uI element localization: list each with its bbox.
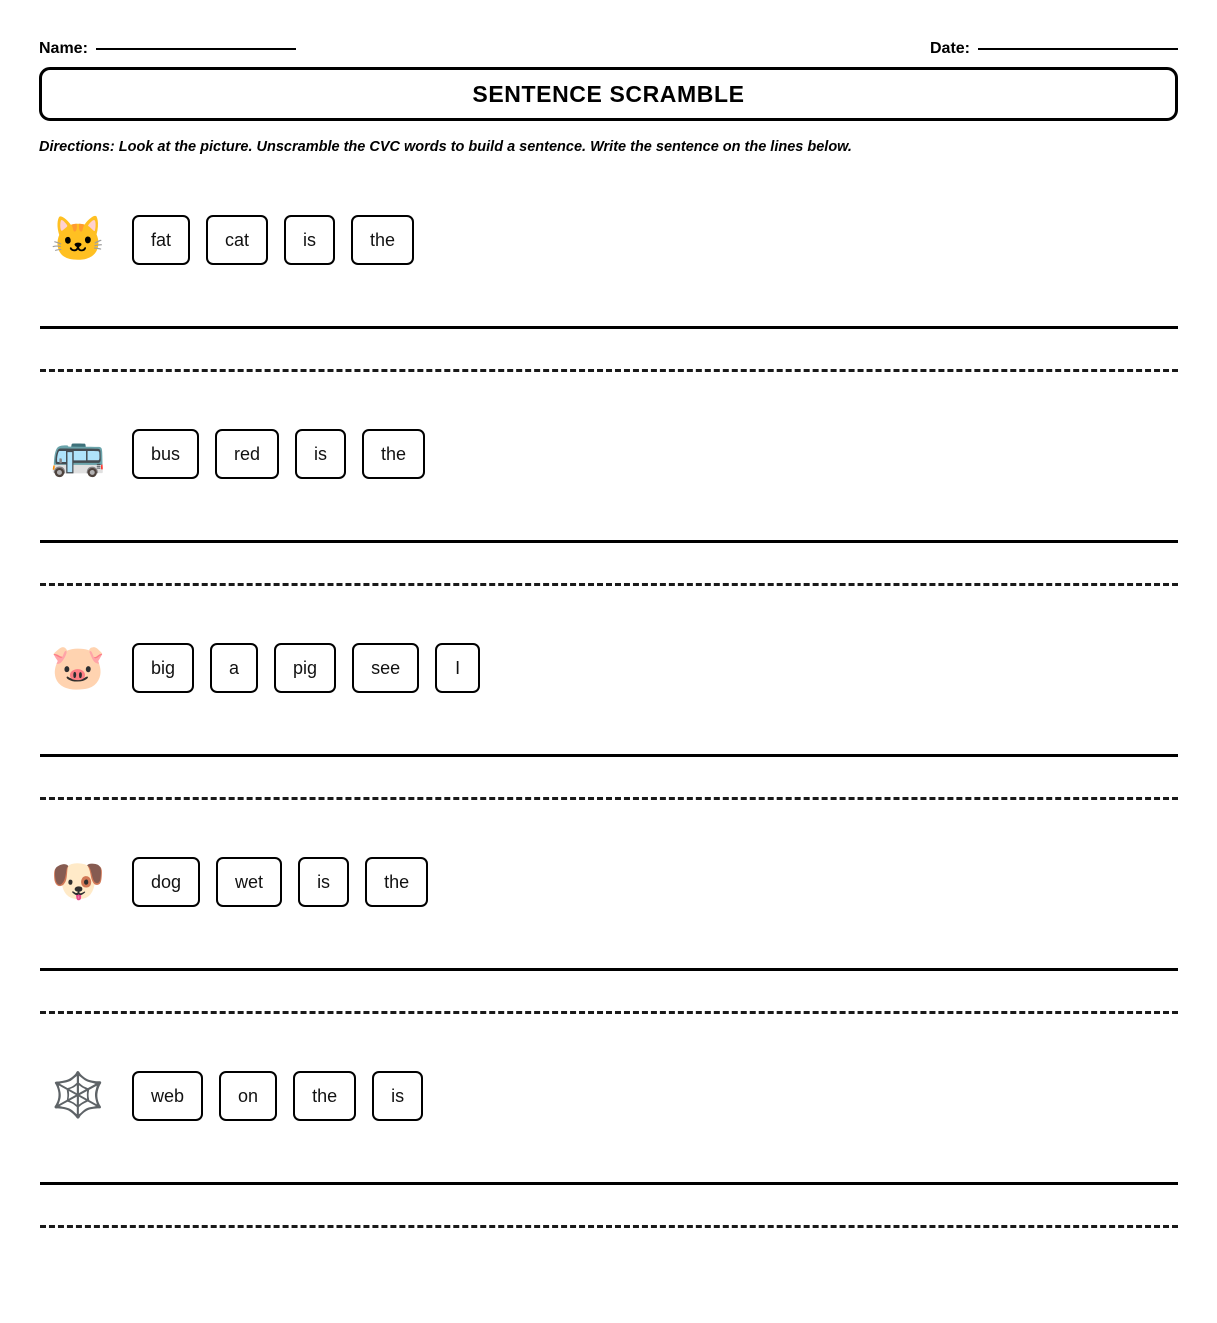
exercise-row-content [0,1038,1217,1154]
worksheet-title-box [39,67,1178,121]
exercise-row [0,610,1217,824]
dog-face-icon: 🐶 [50,857,106,907]
answer-write-line[interactable] [40,754,1178,757]
word-tile[interactable]: on [219,1071,277,1121]
exercise-row [0,824,1217,1038]
word-tile[interactable]: bus [132,429,199,479]
exercise-row-content [0,182,1217,298]
word-tile[interactable]: big [132,643,194,693]
answer-write-line[interactable] [40,968,1178,971]
date-label: Date: [929,40,970,57]
spider-web-icon: 🕸️ [50,1071,106,1121]
name-write-rule[interactable] [96,48,296,50]
word-tile[interactable]: is [295,429,346,479]
word-tile[interactable]: is [372,1071,423,1121]
student-info-row [0,0,1217,58]
row-separator-dashed [40,1225,1178,1228]
bus-icon: 🚌 [50,429,106,479]
date-field [930,40,1178,58]
exercise-row [0,182,1217,396]
row-separator-dashed [40,583,1178,586]
page-title: SENTENCE SCRAMBLE [472,80,745,107]
word-tile[interactable]: the [365,857,428,907]
word-tile-group [132,215,414,265]
answer-write-line[interactable] [40,540,1178,543]
exercise-row [0,1038,1217,1252]
exercise-row-content [0,824,1217,940]
exercise-row-content [0,396,1217,512]
directions-text: Directions: Look at the picture. Unscramble the CVC words to build a sentence. Write the sentence on the lines below. [39,139,852,155]
word-tile[interactable]: a [210,643,258,693]
word-tile-group [132,1071,423,1121]
answer-write-line[interactable] [40,326,1178,329]
date-write-rule[interactable] [978,48,1178,50]
row-separator-dashed [40,797,1178,800]
answer-write-line[interactable] [40,1182,1178,1185]
word-tile[interactable]: the [351,215,414,265]
word-tile[interactable]: fat [132,215,190,265]
word-tile[interactable]: the [362,429,425,479]
exercise-list [0,182,1217,1252]
word-tile[interactable]: see [352,643,419,693]
word-tile-group [132,429,425,479]
pig-face-icon: 🐷 [50,643,106,693]
word-tile[interactable]: is [298,857,349,907]
row-separator-dashed [40,1011,1178,1014]
cat-face-icon: 🐱 [50,215,106,265]
word-tile[interactable]: web [132,1071,203,1121]
name-field [39,40,296,58]
word-tile[interactable]: pig [274,643,336,693]
word-tile[interactable]: wet [216,857,282,907]
word-tile[interactable]: the [293,1071,356,1121]
word-tile[interactable]: cat [206,215,268,265]
word-tile[interactable]: red [215,429,279,479]
exercise-row [0,396,1217,610]
word-tile[interactable]: I [435,643,480,693]
word-tile[interactable]: dog [132,857,200,907]
exercise-row-content [0,610,1217,726]
row-separator-dashed [40,369,1178,372]
word-tile-group [132,643,480,693]
word-tile[interactable]: is [284,215,335,265]
name-label: Name: [39,40,88,57]
word-tile-group [132,857,428,907]
